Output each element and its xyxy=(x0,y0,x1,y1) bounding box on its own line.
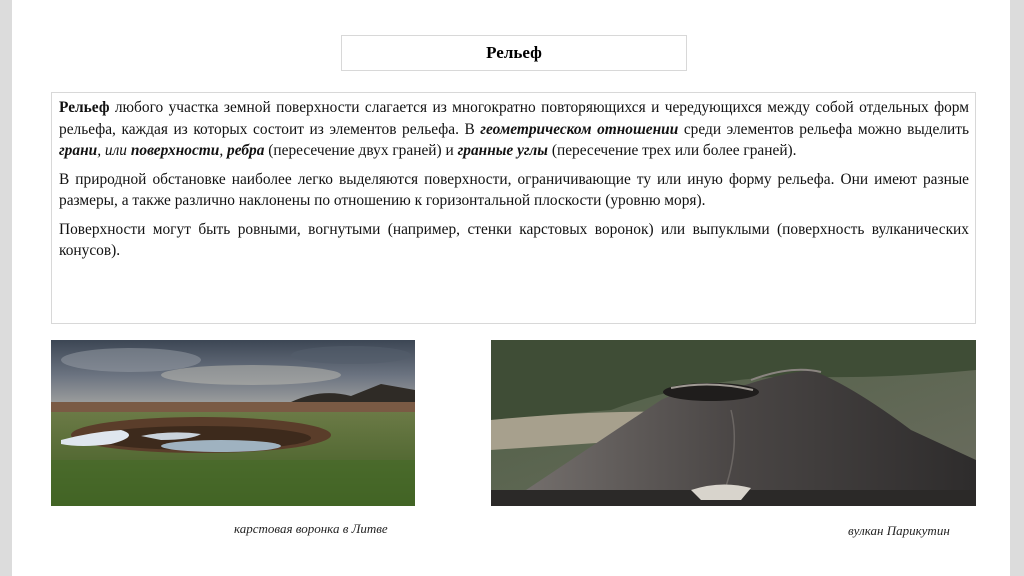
paragraph-1 xyxy=(59,97,969,162)
paragraph-2: В природной обстановке наиболее легко выделяются поверхности, ограничивающие ту или иную форму рельефа. Они имеют разные размеры, а также различно наклонены по отношению к горизонтальной плоскости (уровню моря). xyxy=(59,170,969,209)
paragraph-1-text-c: , или xyxy=(97,142,131,159)
caption-volcano: вулкан Парикутин xyxy=(848,523,950,538)
paragraph-3: Поверхности могут быть ровными, вогнутыми (например, стенки карстовых воронок) или выпуклыми (поверхность вулканических конусов). xyxy=(59,220,969,259)
term-faces: грани xyxy=(59,142,98,159)
caption-sinkhole: карстовая воронка в Литве xyxy=(234,521,388,536)
paragraph-1-text-b: среди элементов рельефа можно выделить xyxy=(678,120,969,138)
window-frame-right xyxy=(1010,0,1024,576)
window-frame-left xyxy=(0,0,12,576)
slide-title: Рельеф xyxy=(341,35,687,71)
paragraph-1-text-f: (пересечение трех или более граней). xyxy=(547,142,797,159)
volcano-photo xyxy=(491,340,976,506)
body-text-box xyxy=(51,92,976,324)
paragraph-1-text-e: (пересечение двух граней) и xyxy=(264,142,458,159)
sinkhole-photo xyxy=(51,340,415,506)
term-edges: ребра xyxy=(227,142,265,159)
paragraph-1-text-a: любого участка земной поверхности слагается из многократно повторяющихся и чередующихся между собой отдельных форм рельефа, каждая из которых состоит из элементов рельефа. В xyxy=(59,99,969,138)
slide xyxy=(12,0,1010,576)
term-relief: Рельеф xyxy=(59,99,110,116)
term-angles: гранные углы xyxy=(457,142,548,159)
term-geometric: геометрическом отношении xyxy=(480,120,679,138)
term-surfaces: поверхности xyxy=(130,142,220,159)
paragraph-1-text-d: , xyxy=(219,142,228,159)
